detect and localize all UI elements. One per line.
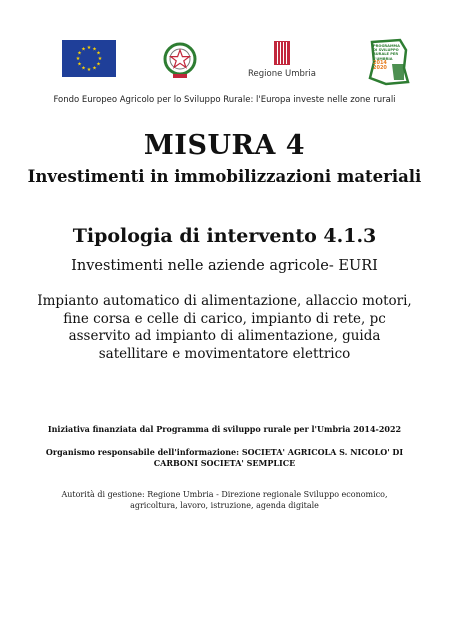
responsible-organism [40, 447, 409, 469]
logo-strip [0, 38, 449, 90]
eu-star-icon: ★ [77, 50, 82, 57]
measure-subtitle: Investimenti in immobilizzazioni materiali [27, 167, 422, 186]
description-line: fine corsa e celle di carico, impianto di rete, pc [63, 310, 386, 327]
psr-year: 2020 [373, 65, 387, 72]
eu-star-icon: ★ [86, 45, 92, 52]
eu-star-icon: ★ [86, 67, 92, 74]
eu-star-icon: ★ [92, 46, 97, 53]
psr-year: 2014 [373, 59, 387, 66]
measure-title: MISURA 4 [143, 130, 306, 161]
eu-star-icon: ★ [81, 65, 86, 72]
psr-label-line: PROGRAMMA [373, 44, 400, 48]
regione-umbria-logo-icon [274, 41, 290, 65]
funding-initiative: Iniziativa finanziata dal Programma di sviluppo rurale per l'Umbria 2014-2022 [47, 424, 402, 434]
eu-star-icon: ★ [97, 56, 103, 63]
eu-star-icon: ★ [96, 61, 101, 68]
authority-line: agricoltura, lavoro, istruzione, agenda digitale [130, 501, 319, 510]
investment-description [30, 293, 419, 363]
psr-label-line: DI SVILUPPO [373, 48, 399, 53]
organism-line: CARBONI SOCIETA' SEMPLICE [153, 458, 296, 468]
description-line: satellitare e movimentatore elettrico [98, 345, 351, 362]
psr-umbria-logo-icon [366, 38, 410, 86]
eu-star-icon: ★ [75, 56, 81, 63]
managing-authority [40, 489, 409, 511]
psr-label-line: L'UMBRIA [373, 56, 393, 61]
description-line: asservito ad impianto di alimentazione, guida [68, 328, 381, 344]
psr-label-line: RURALE PER [373, 52, 399, 57]
intervention-title: Tipologia di intervento 4.1.3 [72, 225, 377, 247]
organism-line: Organismo responsabile dell'informazione: SOCIETA' AGRICOLA S. NICOLO' DI [45, 447, 404, 457]
intervention-subtitle: Investimenti nelle aziende agricole- EURI [71, 258, 378, 274]
eu-star-icon: ★ [96, 50, 101, 57]
regione-umbria-logo [244, 41, 320, 85]
authority-line: Autorità di gestione: Regione Umbria - Direzione regionale Sviluppo economico, [61, 490, 388, 499]
eu-star-icon: ★ [77, 61, 82, 68]
italian-republic-emblem-icon [162, 41, 198, 81]
eu-star-icon: ★ [81, 46, 86, 53]
fund-tagline: Fondo Europeo Agricolo per lo Sviluppo Rurale: l'Europa investe nelle zone rurali [53, 95, 396, 105]
regione-umbria-label: Regione Umbria [248, 69, 316, 79]
description-line: Impianto automatico di alimentazione, allaccio motori, [37, 293, 412, 309]
eu-flag-icon [62, 40, 116, 77]
eu-star-icon: ★ [92, 65, 97, 72]
